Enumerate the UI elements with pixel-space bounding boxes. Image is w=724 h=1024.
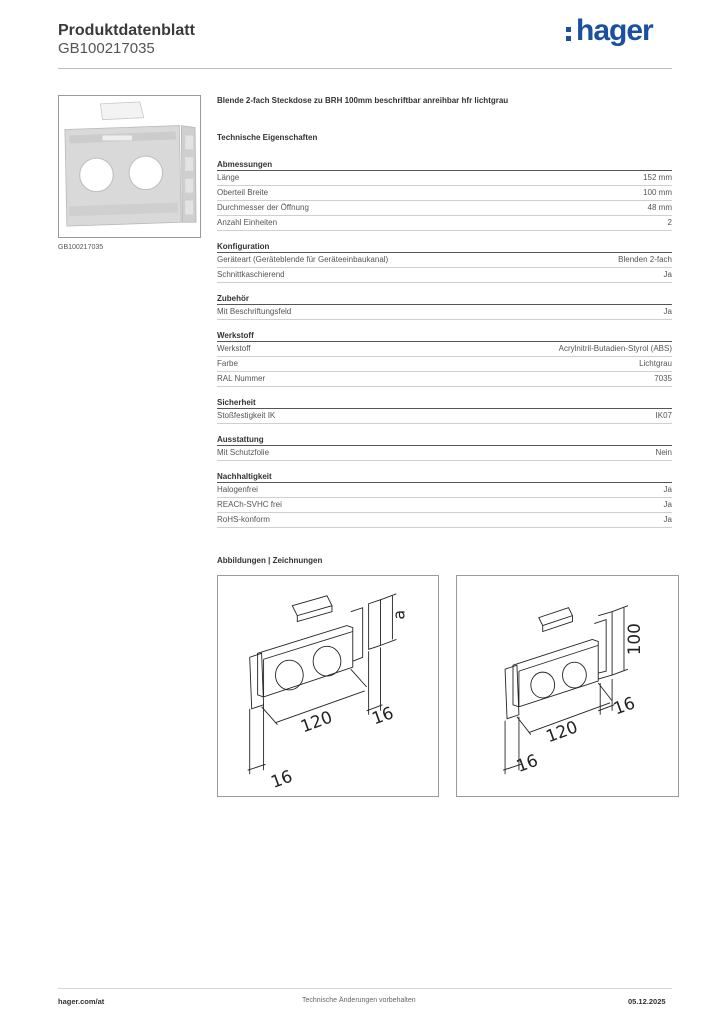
spec-value: Lichtgrau bbox=[639, 359, 672, 368]
dimension-drawing-a bbox=[218, 576, 438, 796]
dim-width-label-right: 120 bbox=[543, 716, 581, 747]
section-title: Konfiguration bbox=[217, 241, 672, 253]
spec-value: Ja bbox=[663, 515, 672, 524]
spec-row bbox=[217, 171, 672, 186]
section-title: Sicherheit bbox=[217, 397, 672, 409]
spec-row bbox=[217, 446, 672, 461]
spec-value: IK07 bbox=[655, 411, 672, 420]
spec-row bbox=[217, 409, 672, 424]
logo-dots-icon bbox=[564, 21, 576, 51]
spec-value: Blenden 2-fach bbox=[618, 255, 672, 264]
section-title: Werkstoff bbox=[217, 330, 672, 342]
spec-value: Ja bbox=[663, 485, 672, 494]
dim-side-label-left: 16 bbox=[369, 702, 397, 729]
spec-section bbox=[217, 241, 672, 283]
spec-value: Ja bbox=[663, 270, 672, 279]
spec-sections bbox=[217, 159, 672, 528]
spec-label: Mit Beschriftungsfeld bbox=[217, 307, 292, 316]
product-photo-illustration bbox=[59, 96, 200, 237]
dim-bottom-label-left: 16 bbox=[268, 765, 295, 792]
spec-row bbox=[217, 216, 672, 231]
product-image bbox=[58, 95, 201, 238]
header-divider bbox=[58, 68, 672, 69]
spec-section bbox=[217, 330, 672, 387]
spec-label: Farbe bbox=[217, 359, 238, 368]
spec-label: Stoßfestigkeit IK bbox=[217, 411, 276, 420]
spec-label: REACh-SVHC frei bbox=[217, 500, 282, 509]
spec-section bbox=[217, 434, 672, 461]
spec-row bbox=[217, 498, 672, 513]
footer-disclaimer: Technische Änderungen vorbehalten bbox=[302, 997, 416, 1004]
dim-side-label-right: 16 bbox=[610, 692, 638, 719]
spec-label: Mit Schutzfolie bbox=[217, 448, 270, 457]
spec-row bbox=[217, 253, 672, 268]
page-title: Produktdatenblatt bbox=[58, 22, 195, 39]
spec-label: Halogenfrei bbox=[217, 485, 258, 494]
footer-divider bbox=[58, 988, 672, 989]
drawing-left bbox=[217, 575, 439, 797]
section-title: Ausstattung bbox=[217, 434, 672, 446]
spec-value: 48 mm bbox=[647, 203, 672, 212]
spec-row bbox=[217, 342, 672, 357]
section-title: Zubehör bbox=[217, 293, 672, 305]
hager-logo bbox=[566, 14, 653, 48]
image-caption: GB100217035 bbox=[58, 244, 104, 251]
spec-label: Schnittkaschierend bbox=[217, 270, 285, 279]
spec-row bbox=[217, 513, 672, 528]
dimension-drawing-100 bbox=[457, 576, 678, 796]
spec-value: 100 mm bbox=[643, 188, 672, 197]
tech-heading: Technische Eigenschaften bbox=[217, 133, 318, 142]
spec-row bbox=[217, 372, 672, 387]
section-title: Abmessungen bbox=[217, 159, 672, 171]
spec-label: Anzahl Einheiten bbox=[217, 218, 278, 227]
spec-value: 152 mm bbox=[643, 173, 672, 182]
spec-section bbox=[217, 293, 672, 320]
spec-section bbox=[217, 471, 672, 528]
drawings-heading: Abbildungen | Zeichnungen bbox=[217, 556, 323, 565]
dim-a-label: a bbox=[389, 609, 409, 620]
product-code: GB100217035 bbox=[58, 40, 155, 57]
spec-label: Werkstoff bbox=[217, 344, 251, 353]
spec-area bbox=[217, 96, 672, 538]
spec-value: Nein bbox=[655, 448, 672, 457]
spec-label: Durchmesser der Öffnung bbox=[217, 203, 309, 212]
spec-value: Ja bbox=[663, 500, 672, 509]
spec-row bbox=[217, 483, 672, 498]
dim-bottom-label-right: 16 bbox=[513, 749, 541, 776]
product-description: Blende 2-fach Steckdose zu BRH 100mm beschriftbar anreihbar hfr lichtgrau bbox=[217, 96, 509, 105]
spec-value: 2 bbox=[667, 218, 672, 227]
spec-label: RAL Nummer bbox=[217, 374, 266, 383]
footer-website: hager.com/at bbox=[58, 997, 105, 1006]
spec-row bbox=[217, 201, 672, 216]
section-title: Nachhaltigkeit bbox=[217, 471, 672, 483]
spec-value: Ja bbox=[663, 307, 672, 316]
drawing-right bbox=[456, 575, 679, 797]
spec-value: 7035 bbox=[654, 374, 672, 383]
spec-label: Länge bbox=[217, 173, 240, 182]
spec-row bbox=[217, 357, 672, 372]
dim-height-label: 100 bbox=[623, 623, 644, 656]
footer-date: 05.12.2025 bbox=[628, 997, 666, 1006]
spec-section bbox=[217, 159, 672, 231]
spec-section bbox=[217, 397, 672, 424]
spec-label: Geräteart (Geräteblende für Geräteeinbaukanal) bbox=[217, 255, 389, 264]
dim-width-label-left: 120 bbox=[297, 706, 335, 737]
spec-row bbox=[217, 305, 672, 320]
spec-label: Oberteil Breite bbox=[217, 188, 269, 197]
spec-row bbox=[217, 186, 672, 201]
logo-text: hager bbox=[576, 14, 653, 47]
spec-row bbox=[217, 268, 672, 283]
spec-value: Acrylnitril-Butadien-Styrol (ABS) bbox=[558, 344, 672, 353]
spec-label: RoHS-konform bbox=[217, 515, 270, 524]
